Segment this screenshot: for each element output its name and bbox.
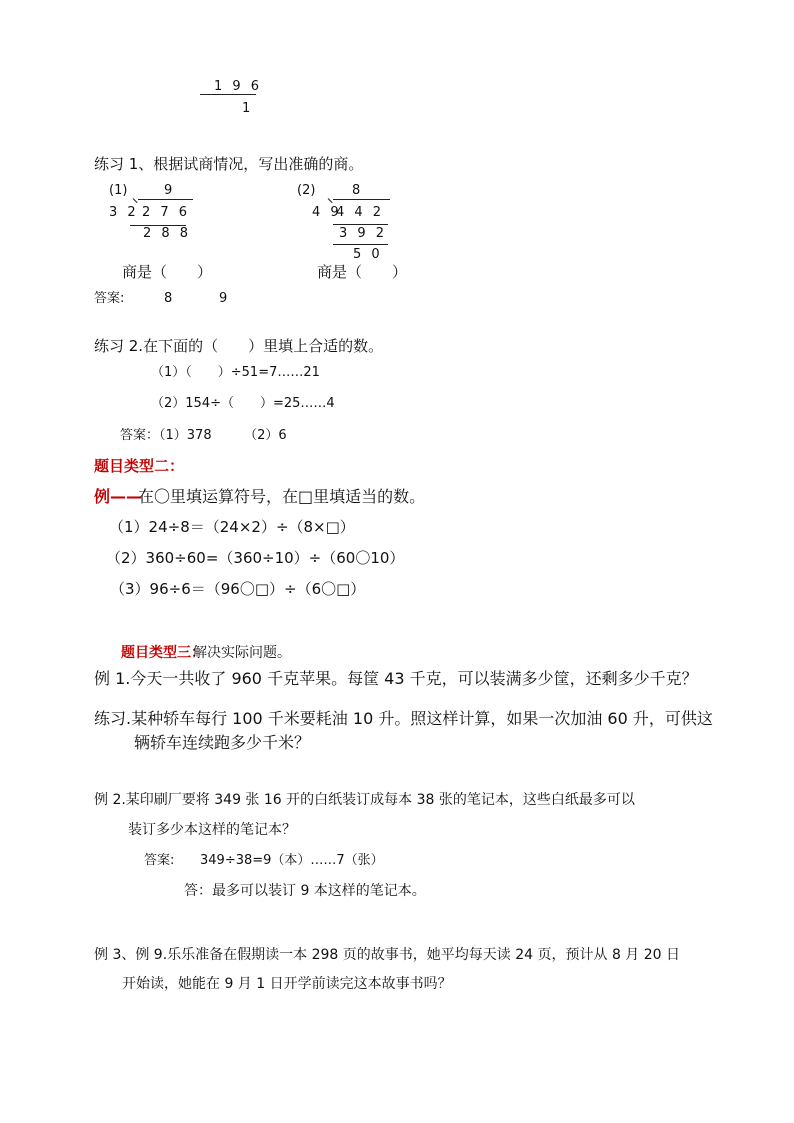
ex1-answer-label: 答案: — [94, 291, 125, 306]
ex1-p1-tick — [133, 198, 138, 203]
type2-q2: （2）360÷60=（360÷10）÷（60〇10） — [106, 549, 405, 567]
type3-ex2-answer-calc: 349÷38=9（本）……7（张） — [200, 853, 384, 868]
ex2-q2: （2）154÷（ ）=25……4 — [151, 396, 335, 411]
ex1-p2-remainder: 5 0 — [353, 247, 383, 262]
ex1-p1-product-line — [130, 225, 186, 226]
ex1-p2-remainder-line — [333, 244, 388, 245]
ex1-p2-bracket — [333, 199, 390, 200]
ex1-p1-product: 2 8 8 — [143, 226, 192, 241]
ex1-p1-dividend: 2 7 6 — [142, 205, 191, 220]
type3-ex2-answer-label: 答案: — [144, 853, 175, 868]
ex1-p1-label: (1) — [109, 183, 128, 198]
type2-heading: 题目类型二： — [94, 457, 185, 475]
ex1-answer-2: 9 — [219, 291, 228, 306]
division-remainder: 1 — [242, 101, 251, 116]
type3-heading: 题目类型三： — [121, 645, 205, 661]
ex1-p1-divisor: 3 2 — [109, 205, 139, 220]
ex1-p2-dividend: 4 4 2 — [336, 205, 385, 220]
division-product: 1 9 6 — [214, 79, 263, 94]
ex1-p2-product: 3 9 2 — [339, 226, 388, 241]
type3-ex2-line2: 装订多少本这样的笔记本？ — [128, 822, 296, 838]
ex1-p2-label: (2) — [297, 183, 316, 198]
type3-ex2-answer-text: 答：最多可以装订 9 本这样的笔记本。 — [184, 883, 426, 899]
type2-q3: （3）96÷6＝（96〇□）÷（6〇□） — [110, 580, 366, 598]
ex1-p2-product-line — [333, 224, 388, 225]
ex1-p1-answer-label: 商是（ ） — [122, 263, 213, 281]
ex1-p2-divisor: 4 9 — [312, 205, 342, 220]
ex1-p1-quotient: 9 — [164, 183, 173, 198]
ex1-p2-answer-label: 商是（ ） — [317, 263, 408, 281]
type3-ex3-line2: 开始读，她能在 9 月 1 日开学前读完这本故事书吗？ — [122, 976, 452, 992]
ex1-p2-tick — [328, 198, 333, 203]
ex1-title: 练习 1、根据试商情况，写出准确的商。 — [94, 155, 364, 173]
division-line — [200, 94, 256, 95]
type3-ex3-line1: 例 3、例 9.乐乐准备在假期读一本 298 页的故事书，她平均每天读 24 页，预计从 8 月 20 日 — [94, 947, 681, 963]
ex1-p2-quotient: 8 — [352, 183, 361, 198]
ex2-title: 练习 2.在下面的（ ）里填上合适的数。 — [94, 337, 384, 355]
ex1-p1-bracket — [138, 199, 193, 200]
type2-q1: （1）24÷8＝（24×2）÷（8×□） — [109, 518, 355, 536]
ex2-answer: 答案：（1）378 （2）6 — [120, 428, 287, 443]
type2-example-text: 在〇里填运算符号，在□里填适当的数。 — [138, 487, 426, 506]
type3-ex1: 例 1.今天一共收了 960 千克苹果。每筐 43 千克，可以装满多少筐，还剩多少千克？ — [94, 669, 698, 688]
type3-heading-suffix: 解决实际问题。 — [193, 645, 291, 661]
ex2-q1: （1）（ ）÷51=7……21 — [151, 365, 320, 380]
type2-example-label: 例—— — [94, 487, 143, 506]
type3-practice-line2: 辆轿车连续跑多少千米？ — [134, 733, 311, 752]
type3-ex2-line1: 例 2.某印刷厂要将 349 张 16 开的白纸装订成每本 38 张的笔记本，这些白纸最多可以 — [94, 792, 635, 808]
ex1-answer-1: 8 — [164, 291, 173, 306]
type3-practice-line1: 练习.某种轿车每行 100 千米要耗油 10 升。照这样计算，如果一次加油 60 升，可供这 — [94, 709, 713, 728]
